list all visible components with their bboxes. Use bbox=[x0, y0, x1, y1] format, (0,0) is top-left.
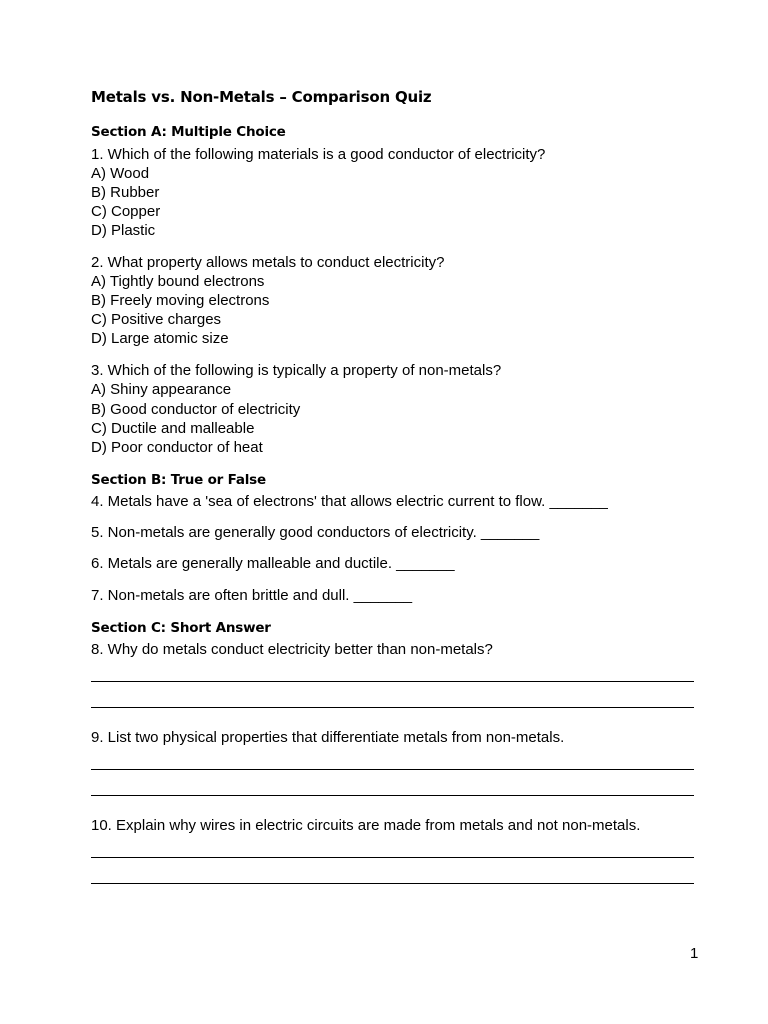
answer-line bbox=[91, 681, 694, 682]
q2-option-c: C) Positive charges bbox=[91, 311, 222, 328]
question-2: 2. What property allows metals to conduct electricity? bbox=[91, 254, 445, 271]
question-9: 9. List two physical properties that differentiate metals from non-metals. bbox=[91, 729, 565, 746]
answer-line bbox=[91, 707, 694, 708]
question-4: 4. Metals have a 'sea of electrons' that allows electric current to flow. _______ bbox=[91, 493, 608, 510]
question-1: 1. Which of the following materials is a good conductor of electricity? bbox=[91, 146, 546, 163]
page-title: Metals vs. Non-Metals – Comparison Quiz bbox=[91, 88, 432, 106]
question-8: 8. Why do metals conduct electricity better than non-metals? bbox=[91, 641, 493, 658]
q1-option-d: D) Plastic bbox=[91, 222, 156, 239]
question-6: 6. Metals are generally malleable and ductile. _______ bbox=[91, 555, 455, 572]
q3-option-d: D) Poor conductor of heat bbox=[91, 439, 263, 456]
question-3: 3. Which of the following is typically a property of non-metals? bbox=[91, 362, 502, 379]
question-10: 10. Explain why wires in electric circuits are made from metals and not non-metals. bbox=[91, 817, 641, 834]
page-number: 1 bbox=[690, 945, 699, 962]
section-a-heading: Section A: Multiple Choice bbox=[91, 124, 286, 140]
q3-option-c: C) Ductile and malleable bbox=[91, 420, 255, 437]
section-c-heading: Section C: Short Answer bbox=[91, 620, 271, 636]
q1-option-a: A) Wood bbox=[91, 165, 150, 182]
section-b-heading: Section B: True or False bbox=[91, 472, 266, 488]
answer-line bbox=[91, 769, 694, 770]
q3-option-a: A) Shiny appearance bbox=[91, 381, 232, 398]
q1-option-c: C) Copper bbox=[91, 203, 161, 220]
q2-option-d: D) Large atomic size bbox=[91, 330, 229, 347]
q2-option-a: A) Tightly bound electrons bbox=[91, 273, 265, 290]
question-7: 7. Non-metals are often brittle and dull. _______ bbox=[91, 587, 413, 604]
question-5: 5. Non-metals are generally good conductors of electricity. _______ bbox=[91, 524, 540, 541]
answer-line bbox=[91, 883, 694, 884]
q1-option-b: B) Rubber bbox=[91, 184, 160, 201]
answer-line bbox=[91, 857, 694, 858]
q3-option-b: B) Good conductor of electricity bbox=[91, 401, 301, 418]
q2-option-b: B) Freely moving electrons bbox=[91, 292, 270, 309]
answer-line bbox=[91, 795, 694, 796]
